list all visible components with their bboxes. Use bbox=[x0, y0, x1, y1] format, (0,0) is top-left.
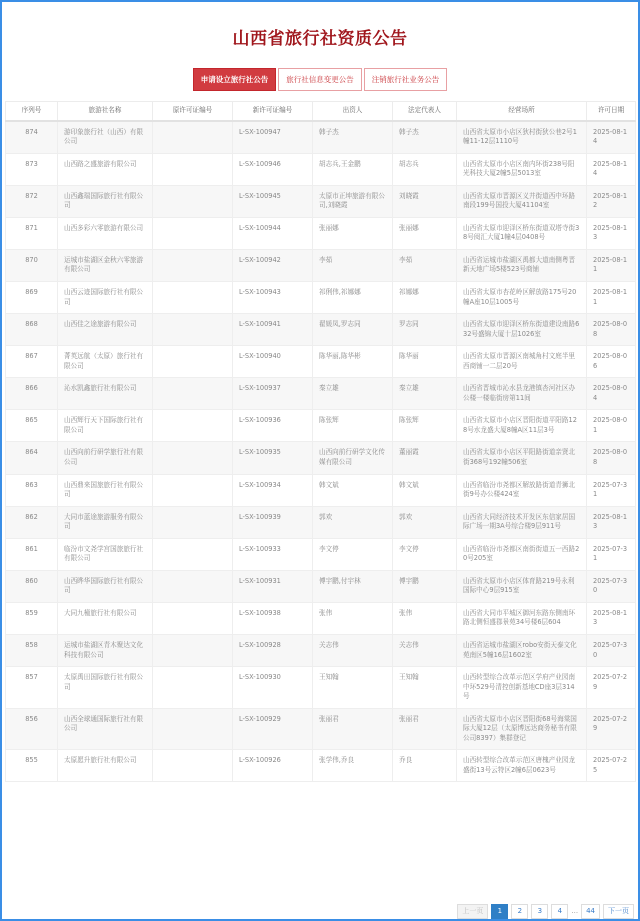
cell-date: 2025-07-30 bbox=[587, 635, 636, 667]
cell-investor: 郭欢 bbox=[313, 506, 393, 538]
cell-address: 山西省大同市平城区御河东路东侧南环路北侧恒盛郡景苑34号楼6层604 bbox=[457, 602, 587, 634]
cell-legal-rep: 韩文斌 bbox=[393, 474, 457, 506]
cell-new-license: L-SX-100930 bbox=[233, 667, 313, 709]
cell-seq: 865 bbox=[6, 410, 58, 442]
cell-legal-rep: 张伟 bbox=[393, 602, 457, 634]
cell-name: 山西晔华国际旅行社有限公司 bbox=[58, 570, 153, 602]
cell-name: 山西佳之途旅游有限公司 bbox=[58, 314, 153, 346]
cell-date: 2025-07-29 bbox=[587, 667, 636, 709]
cell-address: 山西省太原市小店区狄村街狄公巷2号1幢11-12层1110号 bbox=[457, 121, 587, 154]
page-3-button[interactable]: 3 bbox=[531, 904, 548, 919]
cell-old-license bbox=[153, 442, 233, 474]
table-row bbox=[6, 153, 636, 185]
cell-name: 运城市盐湖区青木聚达文化科技有限公司 bbox=[58, 635, 153, 667]
cell-name: 山西云迹国际旅行社有限公司 bbox=[58, 281, 153, 313]
cell-legal-rep: 关志伟 bbox=[393, 635, 457, 667]
cell-old-license bbox=[153, 217, 233, 249]
page-title: 山西省旅行社资质公告 bbox=[232, 29, 408, 49]
cell-date: 2025-08-12 bbox=[587, 185, 636, 217]
cell-old-license bbox=[153, 346, 233, 378]
cell-seq: 856 bbox=[6, 708, 58, 750]
cell-address: 山西省太原市晋源区南城角村文庭半里西商铺一二层20号 bbox=[457, 346, 587, 378]
cell-date: 2025-08-11 bbox=[587, 281, 636, 313]
table-row bbox=[6, 570, 636, 602]
cell-seq: 864 bbox=[6, 442, 58, 474]
cell-investor: 张学伟,乔良 bbox=[313, 750, 393, 782]
cell-new-license: L-SX-100938 bbox=[233, 602, 313, 634]
cell-date: 2025-08-08 bbox=[587, 314, 636, 346]
table-row bbox=[6, 346, 636, 378]
cell-seq: 855 bbox=[6, 750, 58, 782]
cell-seq: 858 bbox=[6, 635, 58, 667]
cell-legal-rep: 郭欢 bbox=[393, 506, 457, 538]
cell-new-license: L-SX-100935 bbox=[233, 442, 313, 474]
cell-address: 山西省太原市小店区南内环街238号阳光科技大厦2幢5层5013室 bbox=[457, 153, 587, 185]
cell-legal-rep: 陈张辉 bbox=[393, 410, 457, 442]
cell-new-license: L-SX-100943 bbox=[233, 281, 313, 313]
cell-date: 2025-08-04 bbox=[587, 378, 636, 410]
cell-new-license: L-SX-100945 bbox=[233, 185, 313, 217]
page-last-button[interactable]: 44 bbox=[581, 904, 600, 919]
cell-date: 2025-08-06 bbox=[587, 346, 636, 378]
table-row bbox=[6, 667, 636, 709]
cell-old-license bbox=[153, 281, 233, 313]
cell-name: 山西多彩六零旅游有限公司 bbox=[58, 217, 153, 249]
cell-old-license bbox=[153, 506, 233, 538]
tab-establish[interactable]: 申请设立旅行社公告 bbox=[193, 68, 277, 91]
cell-old-license bbox=[153, 249, 233, 281]
column-header-old-license: 原许可证编号 bbox=[153, 102, 233, 121]
cell-new-license: L-SX-100942 bbox=[233, 249, 313, 281]
page-1-button[interactable]: 1 bbox=[491, 904, 508, 919]
cell-legal-rep: 胡志兵 bbox=[393, 153, 457, 185]
cell-name: 菁英远航（太原）旅行社有限公司 bbox=[58, 346, 153, 378]
cell-date: 2025-08-14 bbox=[587, 153, 636, 185]
cell-address: 山西省运城市盐湖区禹都大道南侧粤晋新天地广场5楼523号商铺 bbox=[457, 249, 587, 281]
cell-legal-rep: 刘晓霞 bbox=[393, 185, 457, 217]
cell-investor: 翟媛凤,罗志同 bbox=[313, 314, 393, 346]
cell-name: 运城市盐湖区金秋六零旅游有限公司 bbox=[58, 249, 153, 281]
table-row bbox=[6, 708, 636, 750]
cell-seq: 862 bbox=[6, 506, 58, 538]
table-row bbox=[6, 281, 636, 313]
cell-investor: 胡志兵,王金鹏 bbox=[313, 153, 393, 185]
table-row bbox=[6, 410, 636, 442]
cell-investor: 陈张辉 bbox=[313, 410, 393, 442]
table-row bbox=[6, 602, 636, 634]
cell-date: 2025-08-13 bbox=[587, 217, 636, 249]
cell-address: 山西省大同经济技术开发区东信家居国际广场一期3A号综合楼9层911号 bbox=[457, 506, 587, 538]
cell-seq: 867 bbox=[6, 346, 58, 378]
cell-date: 2025-07-25 bbox=[587, 750, 636, 782]
cell-old-license bbox=[153, 708, 233, 750]
cell-name: 山西向前行研学旅行社有限公司 bbox=[58, 442, 153, 474]
cell-new-license: L-SX-100947 bbox=[233, 121, 313, 154]
cell-old-license bbox=[153, 410, 233, 442]
page-2-button[interactable]: 2 bbox=[511, 904, 528, 919]
cell-old-license bbox=[153, 635, 233, 667]
cell-seq: 868 bbox=[6, 314, 58, 346]
cell-seq: 863 bbox=[6, 474, 58, 506]
cell-legal-rep: 罗志同 bbox=[393, 314, 457, 346]
cell-legal-rep: 张丽君 bbox=[393, 708, 457, 750]
cell-seq: 861 bbox=[6, 538, 58, 570]
cell-seq: 874 bbox=[6, 121, 58, 154]
cell-seq: 857 bbox=[6, 667, 58, 709]
cell-name: 沁水凯鑫旅行社有限公司 bbox=[58, 378, 153, 410]
cell-address: 山西省临汾市尧都区南街街道五一西路20号205室 bbox=[457, 538, 587, 570]
cell-investor: 山西向前行研学文化传媒有限公司 bbox=[313, 442, 393, 474]
cell-name: 山西辉行天下国际旅行社有限公司 bbox=[58, 410, 153, 442]
cell-old-license bbox=[153, 570, 233, 602]
cell-name: 山西鼎来国旅旅行社有限公司 bbox=[58, 474, 153, 506]
cell-investor: 太原市正坤旅游有限公司,刘晓霞 bbox=[313, 185, 393, 217]
cell-new-license: L-SX-100939 bbox=[233, 506, 313, 538]
cell-legal-rep: 张丽娜 bbox=[393, 217, 457, 249]
table-header bbox=[6, 102, 636, 121]
cell-old-license bbox=[153, 378, 233, 410]
cell-new-license: L-SX-100936 bbox=[233, 410, 313, 442]
cell-investor: 祁俐伟,祁娜娜 bbox=[313, 281, 393, 313]
cell-old-license bbox=[153, 750, 233, 782]
column-header-new-license: 新许可证编号 bbox=[233, 102, 313, 121]
cell-address: 山西转型综合改革示范区唐槐产业园龙盛街13号云特区2幢6层0623号 bbox=[457, 750, 587, 782]
cell-legal-rep: 韩子杰 bbox=[393, 121, 457, 154]
cell-name: 太原愿升旅行社有限公司 bbox=[58, 750, 153, 782]
cell-new-license: L-SX-100937 bbox=[233, 378, 313, 410]
cell-address: 山西转型综合改革示范区学府产业园南中环529号清控创新基地CD座3层314号 bbox=[457, 667, 587, 709]
cell-address: 山西省临汾市尧都区解放路街道青狮北街9号办公楼424室 bbox=[457, 474, 587, 506]
agency-table bbox=[5, 101, 636, 782]
cell-legal-rep: 乔良 bbox=[393, 750, 457, 782]
cell-old-license bbox=[153, 314, 233, 346]
cell-legal-rep: 李文停 bbox=[393, 538, 457, 570]
cell-old-license bbox=[153, 667, 233, 709]
cell-seq: 859 bbox=[6, 602, 58, 634]
cell-investor: 李茹 bbox=[313, 249, 393, 281]
cell-name: 太原禹田国际旅行社有限公司 bbox=[58, 667, 153, 709]
cell-investor: 秦立雄 bbox=[313, 378, 393, 410]
cell-seq: 866 bbox=[6, 378, 58, 410]
cell-new-license: L-SX-100928 bbox=[233, 635, 313, 667]
cell-name: 大同市蓝途旅游服务有限公司 bbox=[58, 506, 153, 538]
cell-seq: 872 bbox=[6, 185, 58, 217]
cell-date: 2025-07-30 bbox=[587, 570, 636, 602]
cell-name: 山西全球通国际旅行社有限公司 bbox=[58, 708, 153, 750]
tab-cancel[interactable]: 注销旅行社业务公告 bbox=[364, 68, 448, 91]
cell-name: 游印象旅行社（山西）有限公司 bbox=[58, 121, 153, 154]
table-row bbox=[6, 442, 636, 474]
table-row bbox=[6, 314, 636, 346]
cell-old-license bbox=[153, 121, 233, 154]
cell-legal-rep: 李茹 bbox=[393, 249, 457, 281]
cell-address: 山西省太原市小店区平阳路街道亲贤北街368号192幢506室 bbox=[457, 442, 587, 474]
table-row bbox=[6, 121, 636, 154]
column-header-name: 旅游社名称 bbox=[58, 102, 153, 121]
cell-address: 山西省太原市迎泽区桥东街道双塔寺街38号阅汇大厦1幢4层0408号 bbox=[457, 217, 587, 249]
cell-date: 2025-08-13 bbox=[587, 602, 636, 634]
cell-new-license: L-SX-100931 bbox=[233, 570, 313, 602]
cell-new-license: L-SX-100933 bbox=[233, 538, 313, 570]
cell-date: 2025-08-13 bbox=[587, 506, 636, 538]
cell-legal-rep: 王知翰 bbox=[393, 667, 457, 709]
cell-new-license: L-SX-100946 bbox=[233, 153, 313, 185]
table-row bbox=[6, 249, 636, 281]
cell-date: 2025-08-14 bbox=[587, 121, 636, 154]
cell-address: 山西省太原市小店区体育路219号永利国际中心9层915室 bbox=[457, 570, 587, 602]
cell-date: 2025-08-08 bbox=[587, 442, 636, 474]
table-row bbox=[6, 506, 636, 538]
cell-date: 2025-08-11 bbox=[587, 249, 636, 281]
cell-investor: 傅宇鹏,付宇林 bbox=[313, 570, 393, 602]
cell-address: 山西省晋城市沁水县龙港镇杏河社区办公楼一楼临街房第11间 bbox=[457, 378, 587, 410]
cell-legal-rep: 傅宇鹏 bbox=[393, 570, 457, 602]
prev-page-button[interactable]: 上一页 bbox=[457, 904, 488, 919]
table-row bbox=[6, 750, 636, 782]
column-header-address: 经营场所 bbox=[457, 102, 587, 121]
cell-investor: 关志伟 bbox=[313, 635, 393, 667]
cell-address: 山西省太原市杏花岭区解放路175号20幢A座10层1005号 bbox=[457, 281, 587, 313]
column-header-seq: 序列号 bbox=[6, 102, 58, 121]
cell-investor: 李文停 bbox=[313, 538, 393, 570]
cell-seq: 873 bbox=[6, 153, 58, 185]
cell-new-license: L-SX-100944 bbox=[233, 217, 313, 249]
cell-date: 2025-07-31 bbox=[587, 538, 636, 570]
column-header-date: 许可日期 bbox=[587, 102, 636, 121]
cell-address: 山西省太原市小店区晋阳街68号海棠国际大厦12层（太原博远达商务秘书有限公司8397）集群登记 bbox=[457, 708, 587, 750]
cell-old-license bbox=[153, 538, 233, 570]
cell-new-license: L-SX-100940 bbox=[233, 346, 313, 378]
cell-seq: 870 bbox=[6, 249, 58, 281]
cell-legal-rep: 祁娜娜 bbox=[393, 281, 457, 313]
cell-seq: 860 bbox=[6, 570, 58, 602]
table-row bbox=[6, 378, 636, 410]
cell-date: 2025-08-01 bbox=[587, 410, 636, 442]
cell-address: 山西省太原市小店区晋阳街道平阳路128号水龙盛大厦8幢A区11层3号 bbox=[457, 410, 587, 442]
cell-address: 山西省太原市迎泽区桥东街道建设南路632号盛锦大厦十层1026室 bbox=[457, 314, 587, 346]
cell-date: 2025-07-29 bbox=[587, 708, 636, 750]
cell-investor: 王知翰 bbox=[313, 667, 393, 709]
cell-legal-rep: 董丽霞 bbox=[393, 442, 457, 474]
column-header-investor: 出资人 bbox=[313, 102, 393, 121]
cell-name: 山西鑫瑞国际旅行社有限公司 bbox=[58, 185, 153, 217]
tab-info-change[interactable]: 旅行社信息变更公告 bbox=[278, 68, 362, 91]
next-page-button[interactable]: 下一页 bbox=[603, 904, 634, 919]
cell-name: 临汾市文尧学宫国旅旅行社有限公司 bbox=[58, 538, 153, 570]
cell-new-license: L-SX-100941 bbox=[233, 314, 313, 346]
pagination-ellipsis: ... bbox=[571, 907, 579, 915]
cell-investor: 张伟 bbox=[313, 602, 393, 634]
cell-new-license: L-SX-100934 bbox=[233, 474, 313, 506]
table-row bbox=[6, 474, 636, 506]
pagination bbox=[457, 904, 634, 919]
table-row bbox=[6, 185, 636, 217]
cell-legal-rep: 陈华丽 bbox=[393, 346, 457, 378]
cell-new-license: L-SX-100926 bbox=[233, 750, 313, 782]
cell-investor: 张丽君 bbox=[313, 708, 393, 750]
cell-old-license bbox=[153, 185, 233, 217]
cell-seq: 871 bbox=[6, 217, 58, 249]
cell-investor: 韩文斌 bbox=[313, 474, 393, 506]
cell-new-license: L-SX-100929 bbox=[233, 708, 313, 750]
cell-investor: 陈华丽,陈华彬 bbox=[313, 346, 393, 378]
cell-investor: 韩子杰 bbox=[313, 121, 393, 154]
cell-investor: 张丽娜 bbox=[313, 217, 393, 249]
cell-address: 山西省太原市晋源区义井街道西中环路南段199号国投大厦41104室 bbox=[457, 185, 587, 217]
cell-old-license bbox=[153, 474, 233, 506]
cell-seq: 869 bbox=[6, 281, 58, 313]
page-4-button[interactable]: 4 bbox=[551, 904, 568, 919]
cell-legal-rep: 秦立雄 bbox=[393, 378, 457, 410]
table-row bbox=[6, 538, 636, 570]
cell-name: 大同九橦旅行社有限公司 bbox=[58, 602, 153, 634]
cell-date: 2025-07-31 bbox=[587, 474, 636, 506]
cell-name: 山西路之盛旅游有限公司 bbox=[58, 153, 153, 185]
cell-old-license bbox=[153, 153, 233, 185]
cell-old-license bbox=[153, 602, 233, 634]
table-row bbox=[6, 635, 636, 667]
table-row bbox=[6, 217, 636, 249]
notice-tabs bbox=[2, 68, 638, 91]
column-header-legal-rep: 法定代表人 bbox=[393, 102, 457, 121]
cell-address: 山西省运城市盐湖区robo安街天泰文化苑南区5幢16层1602室 bbox=[457, 635, 587, 667]
